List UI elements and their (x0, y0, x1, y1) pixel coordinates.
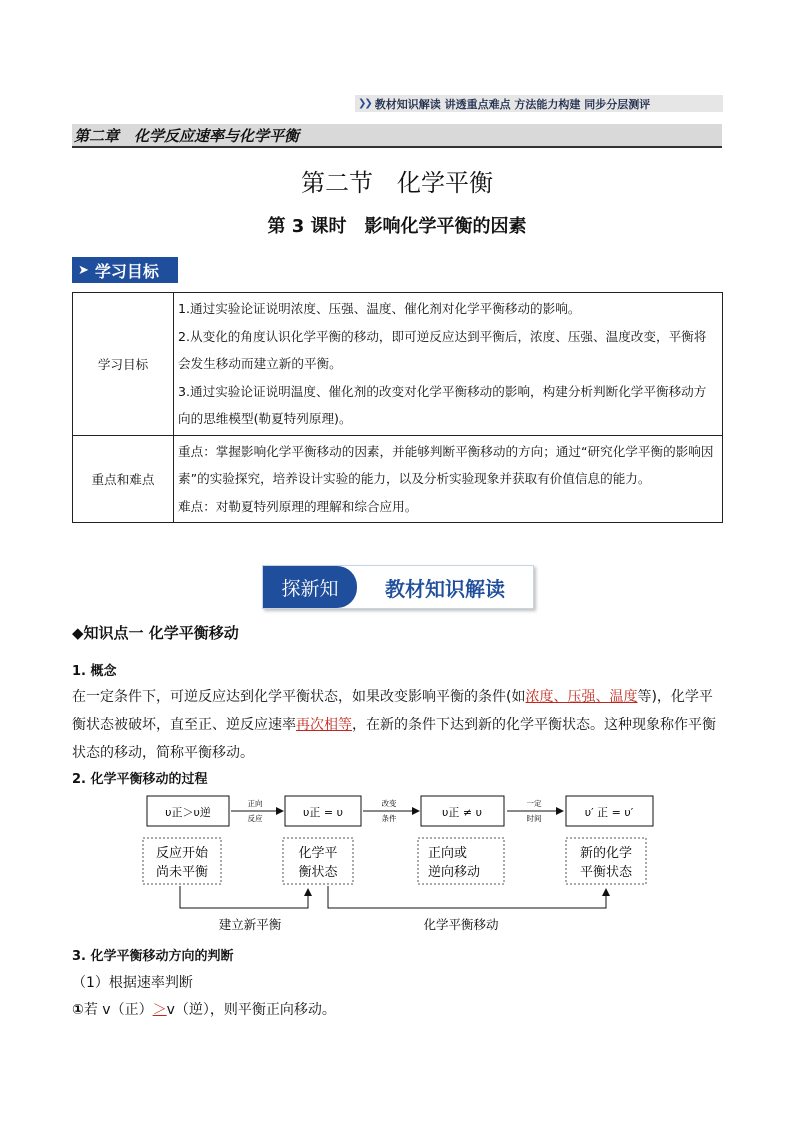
blank-answer: 浓度 (525, 689, 554, 705)
state-box (418, 838, 504, 884)
rate-box (147, 796, 229, 826)
row-label: 学习目标 (73, 293, 174, 436)
text: 等)，化学平衡状态被破坏，直至正、逆反应速率 (72, 689, 713, 733)
state-line: 化学平 (298, 846, 338, 861)
arrow-label-bottom: 条件 (381, 814, 397, 823)
rate-box-label: υ正 = υ (303, 806, 343, 819)
blank-answer: 再次相等 (296, 717, 352, 733)
divider (72, 146, 722, 148)
rate-box (421, 796, 504, 826)
header-banner-text: 教材知识解读 讲透重点难点 方法能力构建 同步分层测评 (374, 97, 651, 111)
objective-line: 3.通过实验论证说明温度、催化剂的改变对化学平衡移动的影响，构建分析判断化学平衡移动方向的思维模型(勒夏特列原理)。 (178, 383, 707, 426)
text: 在一定条件下，可逆反应达到化学平衡状态，如果改变影响平衡的条件(如 (72, 689, 526, 705)
rate-box (285, 796, 361, 826)
state-box (283, 838, 353, 884)
objectives-table (72, 292, 723, 523)
text: ，在新的条件下达到新的化学平衡状态。这种现象称作平衡状态的移动，简称平衡移动。 (72, 717, 716, 761)
blank-answer: ＞ (152, 1002, 167, 1018)
rate-box-label: υ′ 正 = υ′ (584, 806, 634, 819)
arrow-right-icon: ➤ (78, 262, 89, 278)
objective-line: 1.通过实验论证说明浓度、压强、温度、催化剂对化学平衡移动的影响。 (178, 301, 581, 316)
state-line: 新的化学 (579, 846, 633, 861)
process-heading: 2. 化学平衡移动的过程 (72, 772, 208, 787)
difficulty-line: 难点：对勒夏特列原理的理解和综合应用。 (178, 498, 418, 514)
arrow-label-top: 改变 (381, 799, 397, 808)
concept-heading: 1. 概念 (72, 664, 117, 679)
sub-heading: （1）根据速率判断 (72, 975, 193, 991)
separator: 、 (553, 689, 568, 705)
rule-item (72, 999, 336, 1019)
rate-box-label: υ正 ≠ υ (442, 806, 482, 819)
state-line: 尚未平衡 (155, 865, 209, 880)
concept-paragraph (72, 683, 723, 767)
arrow-label-top: 一定 (526, 799, 542, 808)
section-banner-right: 教材知识解读 (385, 576, 505, 601)
row-content (174, 435, 723, 523)
arrow-label-bottom: 反应 (247, 814, 263, 823)
arrow-label-top: 正向 (247, 799, 263, 808)
objective-line: 2.从变化的角度认识化学平衡的移动，即可逆反应达到平衡后，浓度、压强、温度改变，平衡将会发生移动而建立新的平衡。 (178, 328, 707, 371)
arrow-label-bottom: 时间 (526, 814, 542, 823)
section-banner (262, 565, 534, 609)
section-title: 第二节 化学平衡 (301, 169, 493, 197)
objectives-tag-label: 学习目标 (94, 261, 159, 281)
objectives-tag (72, 257, 178, 283)
lesson-title: 第 3 课时 影响化学平衡的因素 (267, 216, 527, 237)
header-banner (355, 95, 723, 112)
connector-label: 化学平衡移动 (423, 917, 499, 932)
blank-answer: 压强 (567, 689, 596, 705)
state-line: 逆向移动 (428, 865, 481, 880)
table-row (73, 293, 723, 436)
state-box (566, 838, 646, 884)
state-line: 正向或 (428, 846, 468, 861)
connector-label: 建立新平衡 (218, 917, 282, 932)
knowledge-point-heading: ◆知识点一 化学平衡移动 (72, 624, 239, 642)
chapter-title: 第二章 化学反应速率与化学平衡 (74, 126, 300, 145)
rate-box-label: υ正＞υ逆 (165, 806, 211, 819)
rate-box (566, 796, 653, 826)
connector-equilibrium-shift (328, 886, 606, 908)
state-line: 衡状态 (298, 865, 338, 880)
row-content (174, 293, 723, 436)
direction-heading: 3. 化学平衡移动方向的判断 (72, 949, 234, 964)
separator: 、 (595, 689, 610, 705)
text: 若 v（正） (83, 1002, 153, 1018)
connector-build-equilibrium (180, 886, 308, 908)
chapter-band (72, 124, 722, 146)
blank-answer: 温度 (609, 689, 638, 705)
row-label: 重点和难点 (73, 435, 174, 523)
text: v（逆），则平衡正向移动。 (166, 1002, 336, 1018)
item-number: ① (72, 1002, 84, 1018)
state-box (143, 838, 221, 884)
state-line: 反应开始 (155, 846, 209, 861)
section-banner-left: 探新知 (263, 566, 357, 608)
focus-line: 重点：掌握影响化学平衡移动的因素，并能够判断平衡移动的方向；通过“研究化学平衡的影响因素”的实验探究，培养设计实验的能力，以及分析实验现象并获取有价值信息的能力。 (178, 443, 714, 486)
double-chevron-icon: ❯❯ (358, 98, 371, 109)
state-line: 平衡状态 (579, 865, 633, 880)
table-row (73, 435, 723, 523)
